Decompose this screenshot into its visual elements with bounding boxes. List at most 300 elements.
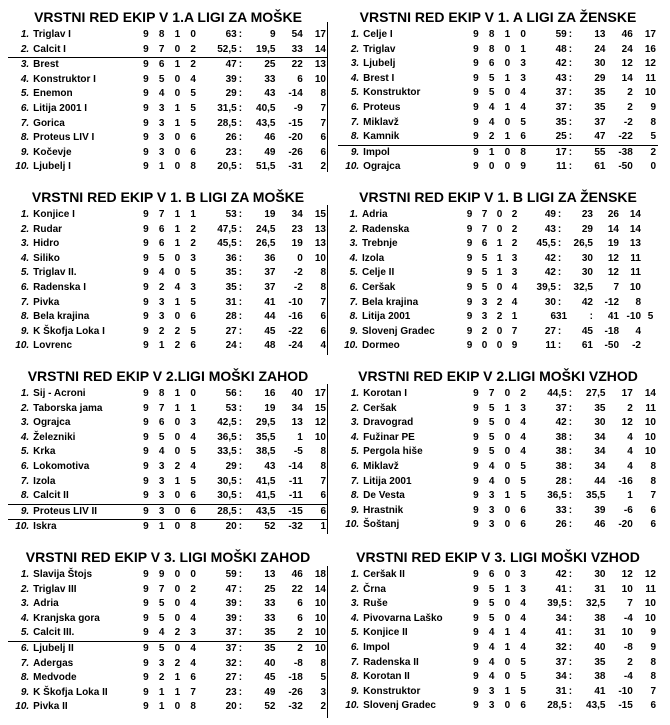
cell-rank: 1. [20, 209, 30, 220]
cell-drawn: 2 [496, 311, 503, 323]
cell-score-separator: : [568, 490, 573, 502]
cell-played: 9 [138, 489, 154, 504]
cell-difference: -15 [618, 700, 633, 712]
table-row [338, 612, 658, 627]
cell-won: 3 [488, 490, 495, 502]
cell-played: 9 [466, 252, 473, 264]
cell-score-for: 56 [225, 388, 237, 399]
cell-score-against: 33 [264, 612, 276, 624]
cell-difference: -4 [623, 671, 633, 683]
cell-points: 8 [650, 116, 656, 128]
cell-score-separator: : [238, 521, 243, 533]
cell-points: 14 [314, 583, 326, 595]
cell-rank: 1. [20, 388, 30, 399]
cell-won: 3 [488, 685, 495, 697]
cell-drawn: 0 [504, 519, 511, 531]
cell-drawn: 1 [496, 267, 503, 279]
cell-lost: 0 [520, 29, 526, 40]
cell-difference: 54 [291, 29, 303, 40]
cell-score-separator: : [568, 519, 573, 531]
cell-team: Triglav II. [33, 267, 77, 279]
table-row [8, 102, 328, 117]
cell-won: 5 [488, 417, 495, 429]
cell-score-separator: : [568, 101, 573, 113]
cell-score-for: 26 [225, 132, 237, 144]
cell-rank: 8. [20, 132, 30, 144]
standings-title: VRSTNI RED EKIP V 3. LIGI MOŠKI ZAHOD [25, 549, 311, 565]
cell-rank: 2. [350, 402, 360, 414]
cell-difference: 10 [621, 627, 633, 639]
table-row [338, 670, 658, 685]
table-row [338, 656, 658, 671]
table-row [338, 266, 658, 281]
cell-score-against: 44 [594, 475, 606, 487]
cell-played: 9 [473, 627, 479, 639]
cell-team: Konstruktor I [33, 73, 96, 85]
cell-team: Kranjska gora [33, 612, 100, 624]
cell-lost: 3 [511, 252, 518, 264]
cell-score-separator: : [238, 340, 243, 352]
cell-points: 10 [314, 598, 326, 610]
cell-rank: 8. [349, 311, 358, 323]
cell-won: 2 [481, 325, 488, 337]
cell-team: Konstruktor [363, 685, 421, 697]
table-row [8, 597, 328, 612]
cell-played: 9 [143, 146, 149, 158]
cell-score-against: 61 [581, 340, 593, 352]
cell-drawn: 0 [174, 642, 181, 654]
cell-team: Radenska [362, 223, 410, 235]
cell-lost: 4 [520, 446, 526, 458]
cell-difference: -26 [288, 686, 303, 698]
cell-points: 8 [650, 656, 656, 668]
cell-score-for: 25 [531, 130, 567, 145]
table-row [338, 475, 658, 490]
cell-lost: 3 [520, 58, 526, 70]
cell-won: 3 [154, 504, 170, 520]
cell-difference: -9 [293, 102, 303, 114]
table-row [8, 296, 328, 311]
cell-team: Triglav I [33, 29, 71, 40]
cell-played: 9 [473, 58, 479, 70]
cell-played: 9 [143, 281, 149, 293]
cell-points: 13 [629, 238, 641, 250]
cell-won: 0 [488, 161, 495, 173]
cell-drawn: 0 [504, 656, 511, 668]
cell-played: 9 [143, 325, 149, 337]
cell-team: Slovenj Gradec [362, 325, 435, 337]
cell-score-against: 30 [594, 417, 606, 429]
cell-points: 6 [650, 504, 656, 516]
cell-played: 9 [466, 267, 473, 279]
cell-points: 7 [320, 475, 326, 487]
cell-score-against: 61 [594, 161, 606, 173]
cell-drawn: 0 [504, 569, 511, 580]
cell-difference: 12 [621, 58, 633, 70]
cell-points: 6 [303, 489, 328, 504]
cell-team: Ograjca [33, 417, 71, 429]
table-row [338, 445, 658, 460]
cell-rank: 7. [350, 475, 360, 487]
cell-played: 9 [473, 431, 479, 443]
cell-score-for: 45,5 [217, 238, 237, 250]
cell-team: Brest [33, 59, 59, 71]
cell-difference: -12 [604, 296, 619, 308]
cell-score-for: 59 [555, 29, 567, 40]
cell-drawn: 2 [174, 460, 181, 472]
cell-won: 4 [158, 88, 165, 100]
cell-lost: 2 [511, 209, 518, 220]
table-row [8, 445, 328, 460]
cell-played: 9 [473, 29, 479, 40]
cell-score-for: 37 [555, 101, 567, 113]
cell-points: 8 [320, 281, 326, 293]
cell-team: De Vesta [363, 490, 405, 502]
cell-difference: -14 [288, 460, 303, 472]
cell-difference: 46 [621, 29, 633, 40]
cell-rank: 8. [8, 489, 33, 504]
cell-points: 6 [320, 132, 326, 144]
table-row [8, 700, 328, 715]
table-row [338, 685, 658, 700]
cell-rank: 7. [350, 116, 360, 128]
cell-score-separator: : [238, 686, 243, 698]
cell-score-separator: : [237, 489, 244, 504]
cell-difference: 13 [291, 417, 303, 429]
cell-score-separator: : [568, 417, 573, 429]
cell-difference: 12 [607, 252, 619, 264]
cell-lost: 3 [190, 417, 196, 429]
cell-team: Slavija Štojs [33, 569, 93, 580]
cell-points: 12 [314, 417, 326, 429]
table-row [338, 57, 658, 72]
cell-rank: 10. [345, 519, 360, 531]
cell-score-separator: : [238, 29, 243, 40]
cell-score-separator: : [557, 209, 562, 220]
cell-played: 9 [143, 521, 149, 533]
cell-difference: -22 [606, 130, 633, 145]
cell-rank: 7. [20, 117, 30, 129]
cell-score-against: 32,5 [586, 598, 606, 610]
cell-points: 13 [314, 238, 326, 250]
standings-panel [338, 367, 658, 533]
cell-team: Iskra [33, 521, 57, 533]
cell-rank: 6. [350, 101, 360, 113]
standings-panel [8, 367, 328, 535]
cell-rank: 1. [20, 29, 30, 40]
cell-score-separator: : [238, 311, 243, 323]
cell-played: 9 [473, 101, 479, 113]
cell-lost: 4 [511, 281, 518, 293]
cell-score-against: 24 [594, 43, 606, 55]
cell-won: 3 [488, 519, 495, 531]
cell-score-against: 52 [264, 521, 276, 533]
cell-team: Hrastnik [363, 504, 404, 516]
cell-rank: 1. [20, 569, 30, 580]
cell-played: 9 [143, 88, 149, 100]
cell-points: 16 [644, 43, 656, 55]
cell-drawn: 1 [174, 402, 181, 414]
cell-lost: 3 [520, 583, 526, 595]
cell-points: 12 [644, 58, 656, 70]
cell-difference: -32 [288, 701, 303, 713]
table-row [8, 223, 328, 238]
cell-played: 9 [473, 598, 479, 610]
cell-played: 9 [473, 700, 479, 712]
cell-lost: 5 [520, 116, 526, 128]
cell-played: 9 [143, 388, 149, 399]
table-row [8, 475, 328, 490]
cell-score-for: 30,5 [217, 475, 237, 487]
cell-score-separator: : [567, 130, 574, 145]
cell-score-for: 29 [225, 460, 237, 472]
cell-drawn: 2 [174, 340, 181, 352]
cell-won: 5 [488, 583, 495, 595]
cell-difference: -2 [293, 281, 303, 293]
cell-rank: 7. [20, 296, 30, 308]
cell-score-for: 39 [225, 73, 237, 85]
cell-team: Celje I [363, 29, 393, 40]
cell-drawn: 2 [170, 626, 186, 641]
cell-score-against: 30 [581, 252, 593, 264]
cell-drawn: 0 [504, 598, 511, 610]
cell-won: 3 [488, 504, 495, 516]
cell-difference: 26 [607, 209, 619, 220]
cell-rank: 8. [350, 490, 360, 502]
cell-score-against: 45 [264, 325, 276, 337]
cell-won: 1 [158, 701, 165, 713]
cell-won: 3 [158, 146, 165, 158]
cell-played: 9 [138, 43, 154, 58]
cell-difference: 12 [621, 569, 633, 580]
cell-score-against: 43,5 [244, 504, 275, 520]
table-row [338, 568, 658, 583]
cell-lost: 5 [520, 656, 526, 668]
cell-score-for: 38 [555, 460, 567, 472]
cell-lost: 4 [190, 431, 196, 443]
cell-score-against: 29 [594, 72, 606, 84]
cell-won: 8 [488, 29, 495, 40]
cell-score-against: 37 [264, 281, 276, 293]
cell-won: 3 [158, 475, 165, 487]
cell-score-against: 40 [594, 641, 606, 653]
cell-drawn: 0 [504, 700, 511, 712]
cell-won: 3 [158, 311, 165, 323]
cell-rank: 1. [350, 569, 360, 580]
cell-lost: 4 [190, 642, 196, 654]
cell-points: 17 [314, 29, 326, 40]
cell-points: 6 [320, 311, 326, 323]
cell-team: Radenska II [363, 656, 419, 668]
cell-lost: 8 [520, 146, 526, 158]
cell-played: 9 [143, 296, 149, 308]
cell-score-against: 48 [264, 340, 276, 352]
cell-points: 13 [314, 223, 326, 235]
cell-score-separator: : [237, 43, 244, 58]
table-row [8, 626, 328, 641]
cell-lost: 6 [520, 504, 526, 516]
cell-lost: 6 [520, 700, 526, 712]
cell-won: 5 [158, 73, 165, 85]
cell-rank: 10. [344, 340, 358, 352]
cell-won: 0 [481, 340, 488, 352]
table-row [8, 43, 328, 58]
table-row [338, 310, 658, 325]
cell-rank: 7. [349, 296, 358, 308]
cell-rank: 3. [20, 238, 30, 250]
cell-score-separator: : [238, 209, 243, 220]
cell-lost: 5 [190, 102, 196, 114]
table-row [8, 146, 328, 161]
cell-team: Izola [362, 252, 385, 264]
cell-points: 14 [644, 388, 656, 399]
cell-score-for: 48 [555, 43, 567, 55]
table-row [338, 402, 658, 417]
table-row [8, 325, 328, 340]
cell-team: Kamnik [363, 130, 468, 145]
table-row [8, 87, 328, 102]
table-row [338, 116, 658, 131]
cell-team: Medvode [33, 672, 77, 684]
cell-score-separator: : [238, 657, 243, 669]
cell-drawn: 2 [174, 325, 181, 337]
cell-points: 8 [320, 446, 326, 458]
cell-rank: 1. [349, 209, 358, 220]
cell-drawn: 1 [504, 402, 511, 414]
table-row [8, 520, 328, 535]
table-row [8, 671, 328, 686]
cell-score-for: 37 [555, 402, 567, 414]
standings-table [8, 568, 328, 715]
cell-difference: -50 [604, 340, 619, 352]
cell-drawn: 0 [174, 132, 181, 144]
cell-score-separator: : [568, 671, 573, 683]
cell-drawn: 1 [174, 29, 181, 40]
cell-score-against: 41 [594, 685, 606, 697]
cell-drawn: 0 [174, 311, 181, 323]
cell-rank: 9. [350, 685, 360, 697]
cell-score-separator: : [557, 238, 562, 250]
cell-points: 10 [644, 417, 656, 429]
cell-played: 9 [473, 656, 479, 668]
cell-score-separator: : [557, 252, 562, 264]
cell-drawn: 0 [504, 87, 511, 99]
cell-lost: 0 [190, 29, 196, 40]
cell-score-separator: : [568, 460, 573, 472]
cell-difference: 34 [291, 402, 303, 414]
cell-team: Slovenj Gradec [363, 700, 436, 712]
cell-score-for: 20 [225, 521, 237, 533]
cell-score-for: 30,5 [201, 489, 237, 504]
cell-played: 9 [473, 161, 479, 173]
table-row [8, 28, 328, 43]
cell-difference: 4 [627, 431, 633, 443]
cell-won: 6 [158, 238, 165, 250]
cell-team: Litija 2001 I [33, 102, 88, 114]
cell-won: 1 [158, 161, 165, 173]
cell-won: 3 [158, 657, 165, 669]
cell-drawn: 1 [174, 102, 181, 114]
cell-difference: 24 [621, 43, 633, 55]
cell-played: 9 [143, 117, 149, 129]
cell-lost: 4 [520, 627, 526, 639]
cell-rank: 10. [15, 161, 30, 173]
table-row [338, 208, 658, 223]
cell-team: Proteus LIV I [33, 132, 95, 144]
cell-played: 9 [473, 388, 479, 399]
cell-score-separator: : [557, 340, 562, 352]
cell-points: 3 [320, 686, 326, 698]
cell-score-for: 47,5 [217, 223, 237, 235]
cell-points: 0 [650, 161, 656, 173]
cell-won: 4 [154, 626, 170, 641]
cell-points: 10 [644, 612, 656, 624]
cell-difference: 1 [627, 490, 633, 502]
cell-score-against: 35 [594, 402, 606, 414]
cell-played: 9 [143, 340, 149, 352]
cell-team: Adergas [33, 657, 74, 669]
cell-lost: 5 [190, 117, 196, 129]
table-row [8, 208, 328, 223]
cell-drawn: 2 [174, 657, 181, 669]
cell-won: 7 [481, 223, 488, 235]
cell-played: 9 [473, 475, 479, 487]
cell-drawn: 1 [504, 101, 511, 113]
table-row [338, 145, 658, 160]
cell-score-against: 35 [594, 87, 606, 99]
cell-played: 9 [473, 417, 479, 429]
cell-drawn: 1 [174, 296, 181, 308]
cell-played: 9 [143, 252, 149, 264]
cell-score-against: 26,5 [573, 238, 593, 250]
cell-score-separator: : [568, 612, 573, 624]
cell-score-against: 27,5 [586, 388, 606, 399]
cell-rank: 4. [20, 73, 30, 85]
cell-score-against: 23 [581, 209, 593, 220]
cell-played: 9 [143, 642, 149, 654]
standings-title: VRSTNI RED EKIP V 3. LIGI MOŠKI VZHOD [356, 549, 640, 565]
cell-score-separator: : [568, 627, 573, 639]
cell-score-for: 39 [225, 598, 237, 610]
cell-rank: 2. [8, 43, 33, 58]
cell-points: 6 [650, 700, 656, 712]
cell-lost: 8 [190, 521, 196, 533]
cell-lost: 6 [190, 146, 196, 158]
table-row [338, 416, 658, 431]
cell-rank: 9. [350, 146, 360, 158]
cell-played: 9 [143, 431, 149, 443]
cell-score-for: 28,5 [547, 700, 567, 712]
cell-won: 3 [158, 102, 165, 114]
cell-team: Miklavž [363, 460, 399, 472]
cell-rank: 5. [8, 626, 33, 641]
cell-played: 9 [466, 325, 473, 337]
cell-drawn: 0 [174, 569, 181, 580]
cell-won: 7 [158, 583, 165, 595]
cell-team: Konjice I [33, 209, 75, 220]
table-row [338, 325, 658, 340]
cell-lost: 5 [190, 267, 196, 279]
cell-difference: 2 [627, 87, 633, 99]
cell-lost: 2 [511, 223, 518, 235]
cell-score-against: 29 [581, 223, 593, 235]
cell-played: 9 [143, 267, 149, 279]
cell-score-separator: : [568, 446, 573, 458]
table-row [338, 43, 658, 58]
cell-difference: -24 [288, 340, 303, 352]
cell-rank: 4. [20, 252, 30, 264]
cell-drawn: 2 [496, 296, 503, 308]
